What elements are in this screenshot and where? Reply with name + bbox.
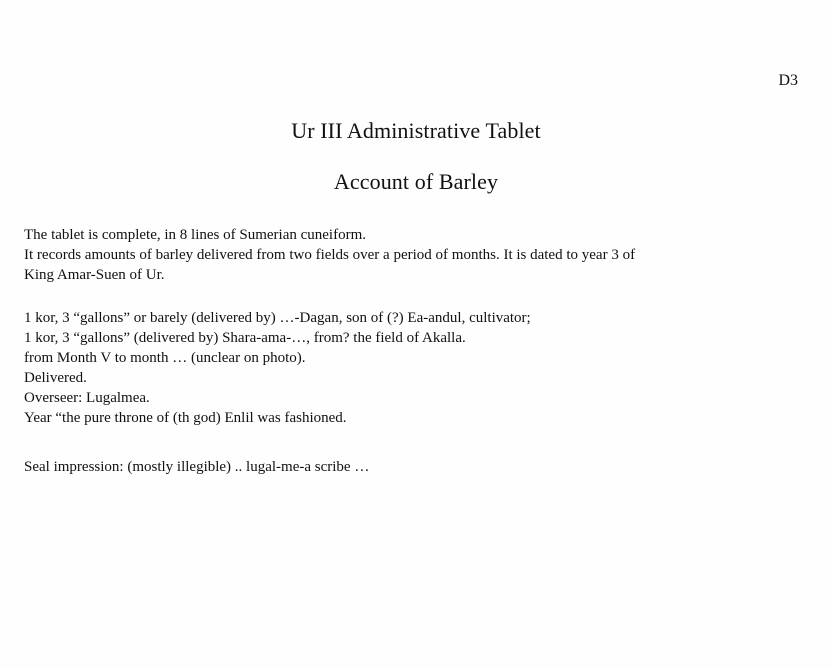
intro-line: King Amar-Suen of Ur. xyxy=(24,267,165,283)
intro-paragraph xyxy=(24,225,808,285)
seal-impression-text xyxy=(24,457,808,477)
seal-line: Seal impression: (mostly illegible) .. lugal-me-a scribe … xyxy=(24,459,370,475)
document-title: Ur III Administrative Tablet xyxy=(291,118,541,143)
intro-line: The tablet is complete, in 8 lines of Sumerian cuneiform. xyxy=(24,227,366,243)
document-subtitle: Account of Barley xyxy=(333,169,499,194)
translation-block xyxy=(24,308,808,428)
document-id: D3 xyxy=(778,72,798,89)
translation-line: Delivered. xyxy=(24,370,87,386)
translation-line: from Month V to month … (unclear on photo). xyxy=(24,350,306,366)
translation-line: 1 kor, 3 “gallons” (delivered by) Shara-ama-…, from? the field of Akalla. xyxy=(24,330,466,346)
intro-line: It records amounts of barley delivered from two fields over a period of months. It is dated to year 3 of xyxy=(24,247,636,263)
translation-line: Year “the pure throne of (th god) Enlil was fashioned. xyxy=(24,410,347,426)
translation-line: Overseer: Lugalmea. xyxy=(24,390,150,406)
translation-line: 1 kor, 3 “gallons” or barely (delivered by) …-Dagan, son of (?) Ea-andul, cultivator; xyxy=(24,310,531,326)
